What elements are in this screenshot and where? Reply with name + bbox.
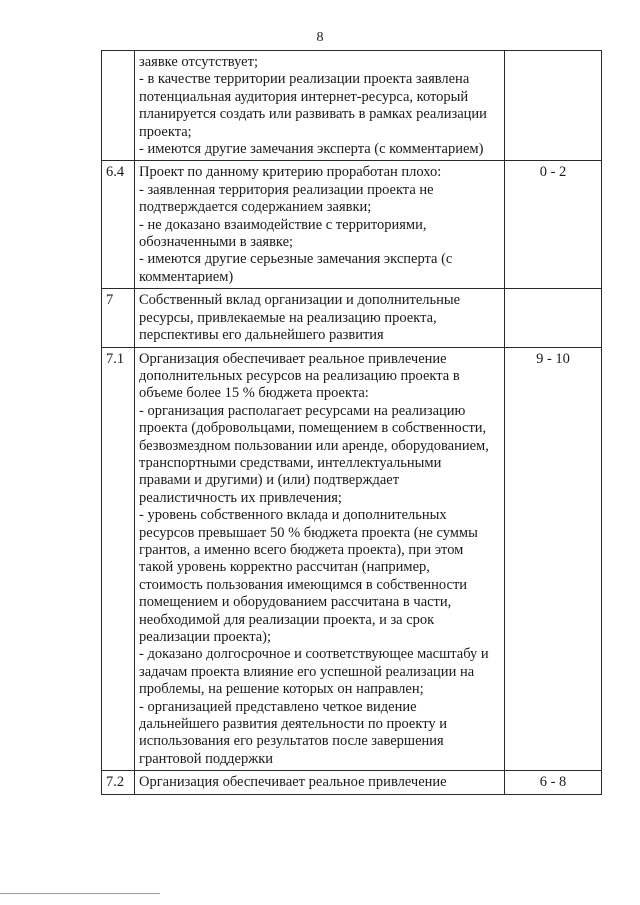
page-number: 8 xyxy=(316,30,324,45)
description-line: - заявленная территория реализации проекта не xyxy=(139,181,434,198)
criterion-number: 7.2 xyxy=(102,771,135,794)
description-line: - в качестве территории реализации проекта заявлена xyxy=(139,71,470,88)
description-line: реалистичность их привлечения; xyxy=(139,489,342,506)
description-line: использования его результатов после завершения xyxy=(139,733,444,750)
description-line: подтверждается содержанием заявки; xyxy=(139,199,372,216)
criterion-number: 7 xyxy=(102,289,135,347)
description-line: объеме более 15 % бюджета проекта: xyxy=(139,385,369,402)
description-line: грантовой поддержки xyxy=(139,750,274,767)
description-line: Организация обеспечивает реальное привлечение xyxy=(139,774,447,791)
description-line: реализации проекта); xyxy=(139,629,272,645)
criterion-description xyxy=(135,161,505,289)
description-line: такой уровень корректно рассчитан (например, xyxy=(139,559,430,576)
footer-rule xyxy=(0,893,160,894)
description-line: ресурсов превышает 50 % бюджета проекта (не суммы xyxy=(139,524,478,541)
description-line: грантов, а именно всего бюджета проекта), при этом xyxy=(139,541,464,558)
criterion-description xyxy=(135,347,505,771)
description-line: безвозмездном пользовании или аренде, оборудованием, xyxy=(139,437,489,454)
description-line: - доказано долгосрочное и соответствующее масштабу и xyxy=(139,646,489,663)
criteria-row xyxy=(102,771,602,794)
description-line: Организация обеспечивает реальное привлечение xyxy=(139,350,447,367)
criterion-number: 6.4 xyxy=(102,161,135,289)
description-line: - организацией представлено четкое видение xyxy=(139,698,417,715)
description-line: задачам проекта влияние его успешной реализации на xyxy=(139,663,475,680)
criterion-description xyxy=(135,771,505,794)
description-line: дополнительных ресурсов на реализацию проекта в xyxy=(139,367,460,384)
criterion-score xyxy=(505,289,602,347)
criteria-row xyxy=(102,51,602,161)
criterion-score: 9 - 10 xyxy=(505,347,602,771)
criteria-table xyxy=(101,50,602,795)
criterion-description xyxy=(135,289,505,347)
description-line: проекта (добровольцами, помещением в собственности, xyxy=(139,420,487,437)
description-line: проекта; xyxy=(139,123,192,140)
description-line: проблемы, на решение которых он направлен; xyxy=(139,681,424,698)
description-line: заявке отсутствует; xyxy=(139,54,258,70)
criterion-number: 7.1 xyxy=(102,347,135,771)
criteria-row xyxy=(102,347,602,771)
description-line: планируется создать или развивать в рамках реализации xyxy=(139,106,487,123)
criterion-score: 6 - 8 xyxy=(505,771,602,794)
description-line: - организация располагает ресурсами на реализацию xyxy=(139,402,466,419)
criteria-table-body xyxy=(102,51,602,795)
description-line: стоимость пользования имеющимся в собственности xyxy=(139,576,468,593)
criterion-description xyxy=(135,51,505,161)
description-line: обозначенными в заявке; xyxy=(139,234,294,251)
criteria-row xyxy=(102,161,602,289)
description-line: - имеются другие замечания эксперта (с комментарием) xyxy=(139,141,484,158)
criterion-score: 0 - 2 xyxy=(505,161,602,289)
description-line: Собственный вклад организации и дополнительные xyxy=(139,292,461,309)
description-line: комментарием) xyxy=(139,268,234,285)
description-line: - уровень собственного вклада и дополнительных xyxy=(139,507,447,524)
description-line: дальнейшего развития деятельности по проекту и xyxy=(139,716,447,733)
criteria-row xyxy=(102,289,602,347)
description-line: - имеются другие серьезные замечания эксперта (с xyxy=(139,251,453,268)
description-line: правами и другими) и (или) подтверждает xyxy=(139,472,400,489)
description-line: необходимой для реализации проекта, и за срок xyxy=(139,611,435,628)
description-line: - не доказано взаимодействие с территориями, xyxy=(139,216,427,233)
description-line: помещением и оборудованием рассчитана в части, xyxy=(139,594,452,611)
description-line: перспективы его дальнейшего развития xyxy=(139,327,384,344)
description-line: ресурсы, привлекаемые на реализацию проекта, xyxy=(139,309,437,326)
criterion-score xyxy=(505,51,602,161)
description-line: Проект по данному критерию проработан плохо: xyxy=(139,164,442,181)
criterion-number xyxy=(102,51,135,161)
description-line: транспортными средствами, интеллектуальными xyxy=(139,454,442,471)
description-line: потенциальная аудитория интернет-ресурса, который xyxy=(139,88,469,105)
